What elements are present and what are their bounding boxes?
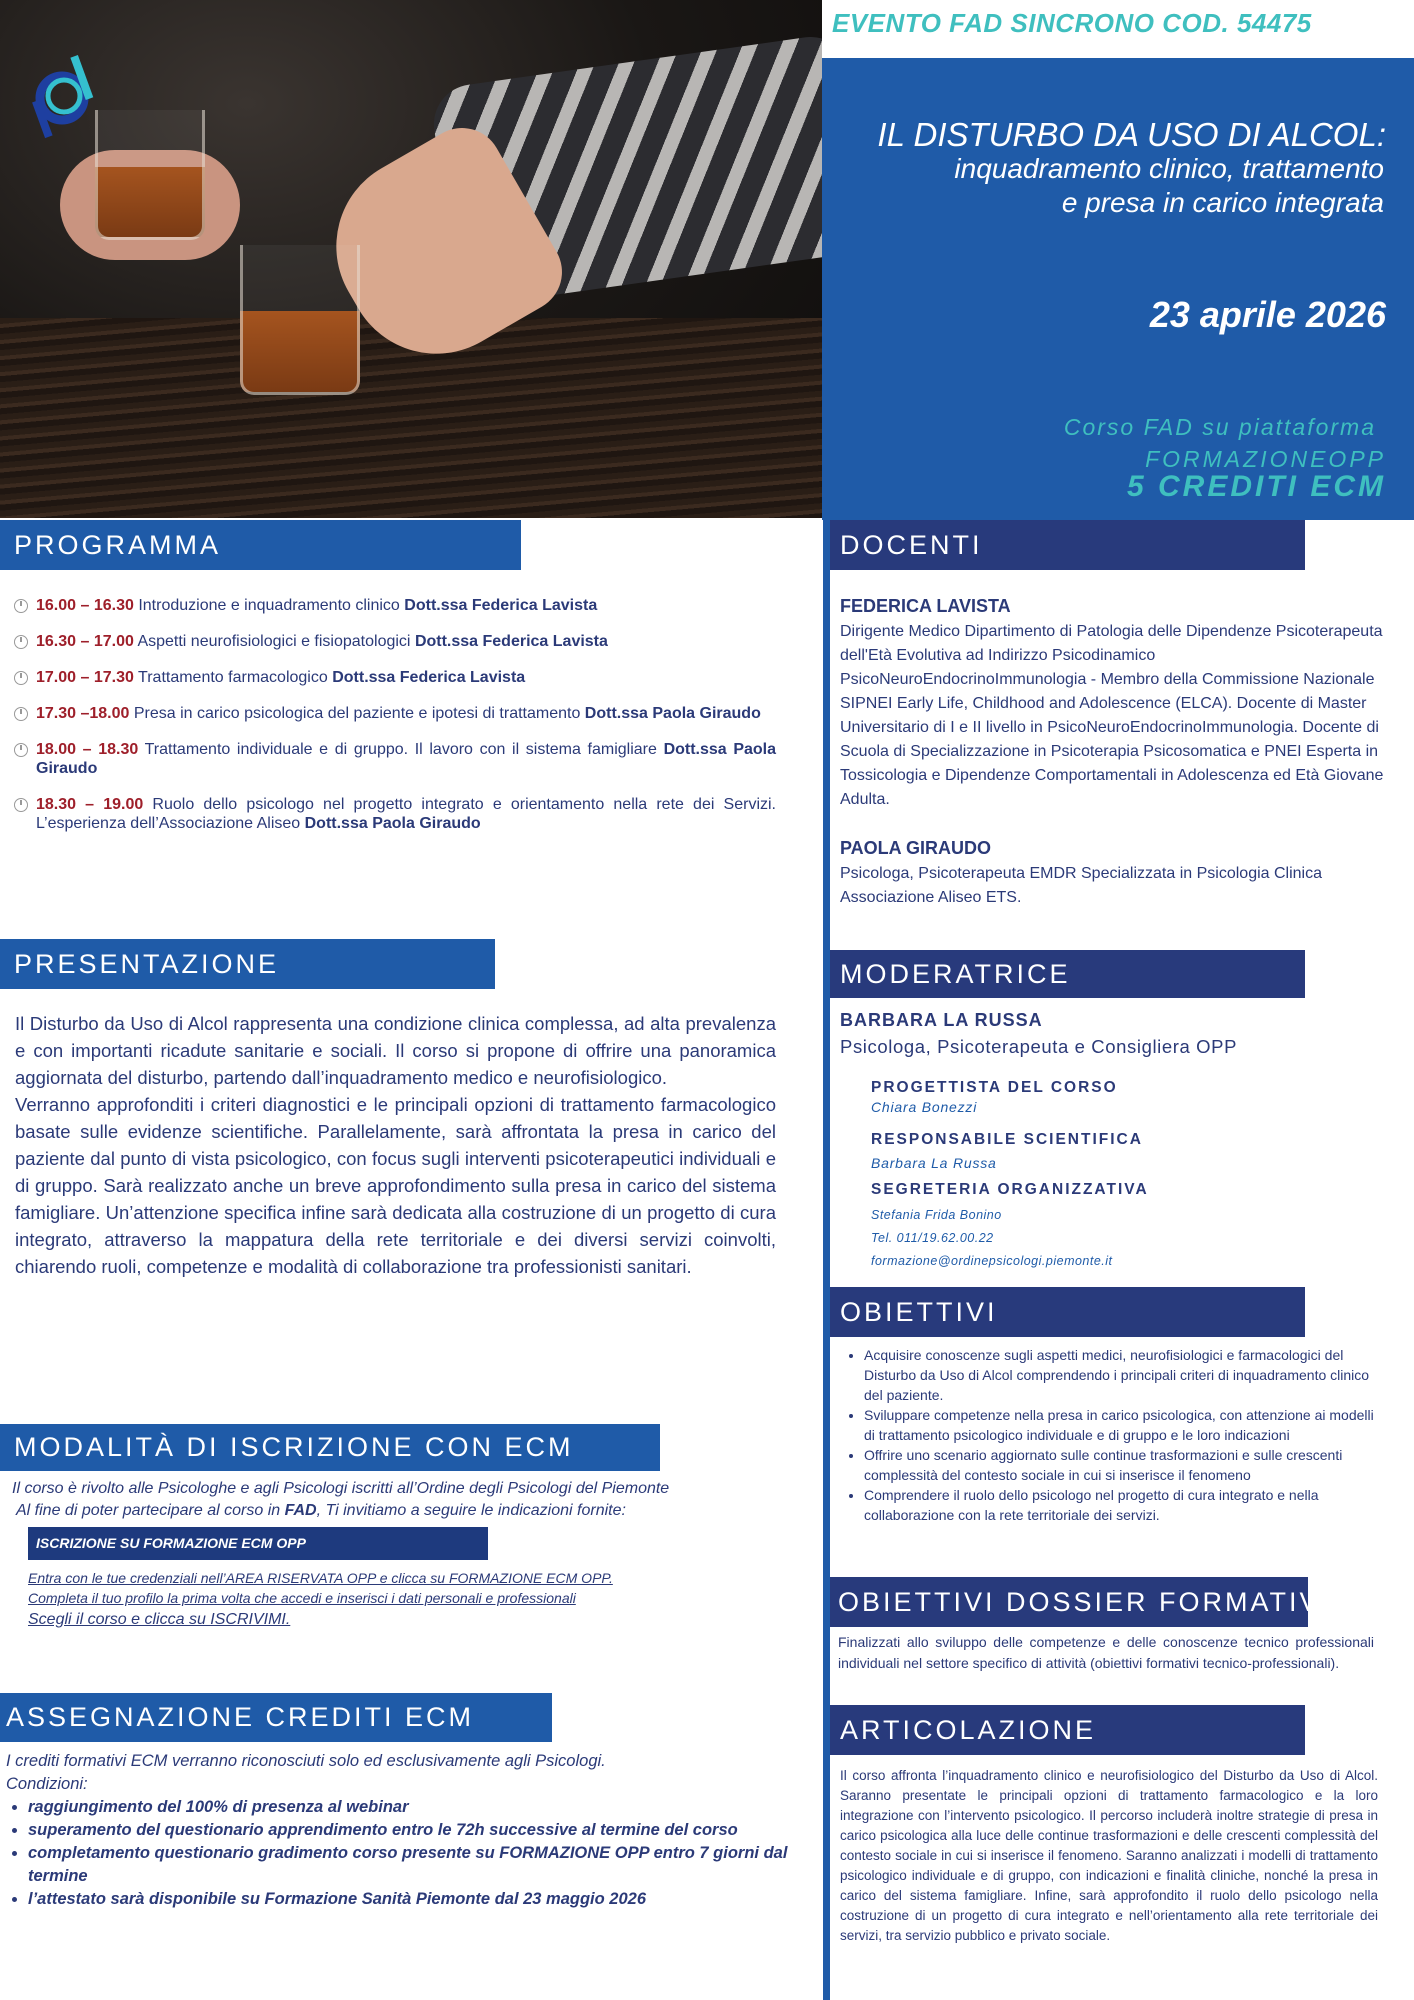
intro-line [12, 1500, 802, 1522]
program-time: 16.00 – 16.30 [36, 597, 134, 614]
assegnazione-block [6, 1750, 806, 1911]
articolazione-text: Il corso affronta l’inquadramento clinico e neurofisiologico del Disturbo da Uso di Alcol. Saranno presentate le principali opzioni di trattamento farmacologico e la loro integrazione con l’intervento psicologico. Il percorso includerà inoltre strategie di presa in carico psicologica alla luce delle continue trasformazioni e delle crescenti complessità del contesto sociale in cui si inserisce il fenomeno. Saranno analizzati i modelli di trattamento psicologico individuale e di gruppo, con indicazioni e finalità cliniche, nonché la presa in carico del sistema famigliare. Infine, sarà approfondito il ruolo dello psicologo nella costruzione di un progetto di cura integrato e nell’orientamento alla rete territoriale dei servizi, tra servizio pubblico e privato sociale. [840, 1768, 1378, 1943]
platform-label: Corso FAD su piattaforma [1063, 414, 1376, 440]
intro-text: , Ti invitiamo a seguire le indicazioni fornite: [316, 1502, 626, 1519]
program-topic: Trattamento farmacologico [138, 669, 328, 686]
docenti-list [840, 592, 1400, 910]
moderatrice-block [840, 1006, 1237, 1060]
program-item-text [36, 740, 776, 778]
email-address[interactable]: formazione@ordinepsicologi.piemonte.it [871, 1254, 1113, 1268]
obiettivo-item: • Acquisire conoscenze sugli aspetti medici, neurofisiologici e farmacologici del Disturbo da Uso di Alcol comprendendo i principali criteri di inquadramento clinico del paziente. [864, 1345, 1386, 1405]
obiettivo-item: • Offrire uno scenario aggiornato sulle continue trasformazioni e sulle crescenti complessità del contesto sociale in cui si inserisce il fenomeno [864, 1445, 1386, 1485]
condizioni-list [28, 1796, 806, 1911]
program-list [14, 596, 776, 850]
progettista-label: PROGETTISTA DEL CORSO [871, 1079, 1118, 1096]
intro-line: Il corso è rivolto alle Psicologhe e agli Psicologi iscritti all’Ordine degli Psicologi del Piemonte [12, 1480, 670, 1497]
docente-name: FEDERICA LAVISTA [840, 596, 1011, 616]
clock-icon [14, 798, 28, 812]
clock-icon [14, 635, 28, 649]
program-speaker: Dott.ssa Federica Lavista [414, 633, 608, 650]
program-item-text [36, 795, 776, 833]
condizioni-label: Condizioni: [6, 1775, 88, 1793]
docente-bio: Dirigente Medico Dipartimento di Patologia delle Dipendenze Psicoterapeuta dell'Età Evolutiva ad Indirizzo Psicodinamico PsicoNeuroEndocrinoImmunologia - Membro della Commissione Nazionale SIPNEI Early Life, Childhood and Adolescence (ELCA). Docente di Master Universitario di I e II livello in PsicoNeuroEndocrinoImmunologia. Docente di Scuola di Specializzazione in Psicoterapia Psicosomatica e PNEI Esperta in Tossicologia e Dipendenze Comportamentali in Adolescenza ed Età Giovane Adulta. [840, 623, 1384, 808]
subtitle-line: e presa in carico integrata [1061, 187, 1384, 218]
paragraph: Verranno approfonditi i criteri diagnostici e le principali opzioni di trattamento farmacologico basate sulle evidenze scientifiche. Parallelamente, sarà affrontata la presa in carico del paziente dal punto di vista psicologico, con focus sugli interventi psicoterapeutici individuali e di gruppo. Sarà realizzato anche un breve approfondimento sulla presa in carico del sistema famigliare. Un’attenzione specifica infine sarà dedicata alla costruzione di un progetto di cura integrato, attraverso la mappatura della rete territoriale e dei diversi servizi coinvolti, chiarendo ruoli, competenze e modalità di collaborazione tra professionisti sanitari. [15, 1094, 776, 1277]
presentazione-text [15, 1010, 776, 1280]
program-item [14, 740, 776, 778]
docente-name: PAOLA GIRAUDO [840, 838, 991, 858]
program-item [14, 668, 776, 687]
iscrizione-box: ISCRIZIONE SU FORMAZIONE ECM OPP [28, 1527, 488, 1560]
program-time: 18.30 – 19.00 [36, 796, 144, 813]
event-code: EVENTO FAD SINCRONO COD. 54475 [832, 8, 1312, 38]
assegnazione-intro: I crediti formativi ECM verranno riconosciuti solo ed esclusivamente agli Psicologi. [6, 1752, 606, 1770]
program-topic: Trattamento individuale e di gruppo. Il lavoro con il sistema famigliare [144, 741, 657, 758]
responsabile-name: Barbara La Russa [871, 1155, 997, 1171]
obiettivo-item: • Comprendere il ruolo dello psicologo nel progetto di cura integrato e nella collaborazione con la rete territoriale dei servizi. [864, 1485, 1386, 1525]
title-panel [822, 58, 1414, 520]
moderatrice-heading: MODERATRICE [830, 950, 1305, 998]
program-speaker: Dott.ssa Paola Giraudo [584, 705, 761, 722]
clock-icon [14, 671, 28, 685]
responsabile-label: RESPONSABILE SCIENTIFICA [871, 1131, 1143, 1148]
iscrivimi-link[interactable]: Scegli il corso e clicca su ISCRIVIMI. [28, 1611, 291, 1628]
column-divider [823, 518, 830, 2000]
event-date: 23 aprile 2026 [1149, 294, 1386, 335]
segreteria-name: Stefania Frida Bonino [871, 1208, 1002, 1222]
program-item [14, 632, 776, 651]
program-speaker: Dott.ssa Paola Giraudo [304, 815, 481, 832]
program-time: 18.00 – 18.30 [36, 741, 139, 758]
program-item [14, 795, 776, 833]
program-topic: Ruolo dello psicologo nel progetto integrato e orientamento nella rete dei Servizi. L’esperienza dell’Associazione Aliseo [36, 796, 777, 832]
program-time: 16.30 – 17.00 [36, 633, 134, 650]
dossier-text: Finalizzati allo sviluppo delle competenze e delle conoscenze tecnico professionali individuali nel settore specifico di attività (obiettivi formativi tecnico-professionali). [838, 1634, 1374, 1671]
glass-image [240, 245, 360, 395]
condition-item: • superamento del questionario apprendimento entro le 72h successive al termine del corso [28, 1819, 806, 1842]
assegnazione-heading: ASSEGNAZIONE CREDITI ECM [0, 1693, 552, 1742]
docente-bio: Psicologa, Psicoterapeuta EMDR Specializzata in Psicologia Clinica Associazione Aliseo ETS. [840, 865, 1323, 906]
condition-item: • raggiungimento del 100% di presenza al webinar [28, 1796, 806, 1819]
condition-item: • l’attestato sarà disponibile su Formazione Sanità Piemonte dal 23 maggio 2026 [28, 1888, 806, 1911]
program-item-text [36, 632, 608, 651]
program-item-text [36, 596, 597, 615]
program-topic: Aspetti neurofisiologici e fisiopatologici [137, 633, 411, 650]
program-topic: Presa in carico psicologica del paziente e ipotesi di trattamento [133, 705, 581, 722]
program-time: 17.30 –18.00 [36, 705, 130, 722]
presentazione-heading: PRESENTAZIONE [0, 939, 495, 989]
modalita-intro [12, 1478, 802, 1522]
intro-fad: FAD [284, 1502, 317, 1519]
platform-name: FORMAZIONEOPP [1145, 446, 1386, 472]
segreteria-label: SEGRETERIA ORGANIZZATIVA [871, 1181, 1149, 1198]
program-time: 17.00 – 17.30 [36, 669, 134, 686]
obiettivi-list [846, 1345, 1386, 1525]
program-speaker: Dott.ssa Federica Lavista [404, 597, 598, 614]
course-subtitle [954, 152, 1384, 220]
program-item [14, 596, 776, 615]
program-speaker: Dott.ssa Paola Giraudo [36, 741, 777, 777]
obiettivi-heading: OBIETTIVI [830, 1287, 1305, 1337]
iscrizione-steps [28, 1568, 613, 1632]
phone-number: Tel. 011/19.62.00.22 [871, 1231, 994, 1245]
subtitle-line: inquadramento clinico, trattamento [954, 153, 1384, 184]
clock-icon [14, 743, 28, 757]
programma-heading: PROGRAMMA [0, 520, 521, 570]
completa-profilo-link[interactable]: Completa il tuo profilo la prima volta che accedi e inserisci i dati personali e professionali [28, 1590, 576, 1606]
obiettivo-item: • Sviluppare competenze nella presa in carico psicologica, con attenzione ai modelli di trattamento psicologico individuale e di gruppo e le loro indicazioni [864, 1405, 1386, 1445]
opp-logo [30, 20, 160, 130]
program-speaker: Dott.ssa Federica Lavista [332, 669, 526, 686]
program-item-text [36, 704, 761, 723]
course-title: IL DISTURBO DA USO DI ALCOL: [877, 116, 1386, 153]
program-topic: Introduzione e inquadramento clinico [138, 597, 400, 614]
area-riservata-link[interactable]: Entra con le tue credenziali nell’AREA RISERVATA OPP e clicca su FORMAZIONE ECM OPP. [28, 1570, 613, 1586]
organizzazione-block [871, 1078, 1371, 1273]
paragraph: Il Disturbo da Uso di Alcol rappresenta una condizione clinica complessa, ad alta prevalenza e con importanti ricadute sanitarie e sociali. Il corso si propone di offrire una panoramica aggiornata del disturbo, partendo dall’inquadramento medico e neurofisiologico. [15, 1013, 776, 1088]
moderatrice-role: Psicologa, Psicoterapeuta e Consigliera OPP [840, 1036, 1238, 1057]
dossier-heading: OBIETTIVI DOSSIER FORMATIVO [830, 1577, 1308, 1627]
modalita-heading: MODALITÀ DI ISCRIZIONE CON ECM [0, 1424, 660, 1471]
progettista-name: Chiara Bonezzi [871, 1099, 978, 1115]
condition-item: • completamento questionario gradimento corso presente su FORMAZIONE OPP entro 7 giorni dal termine [28, 1842, 806, 1888]
program-item [14, 704, 776, 723]
clock-icon [14, 707, 28, 721]
program-item-text [36, 668, 525, 687]
hero-photo [0, 0, 822, 518]
clock-icon [14, 599, 28, 613]
moderatrice-name: BARBARA LA RUSSA [840, 1010, 1043, 1030]
docenti-heading: DOCENTI [830, 520, 1305, 570]
intro-text: Al fine di poter partecipare al corso in [16, 1502, 285, 1519]
credits-badge: 5 CREDITI ECM [1126, 470, 1386, 503]
articolazione-heading: ARTICOLAZIONE [830, 1705, 1305, 1755]
